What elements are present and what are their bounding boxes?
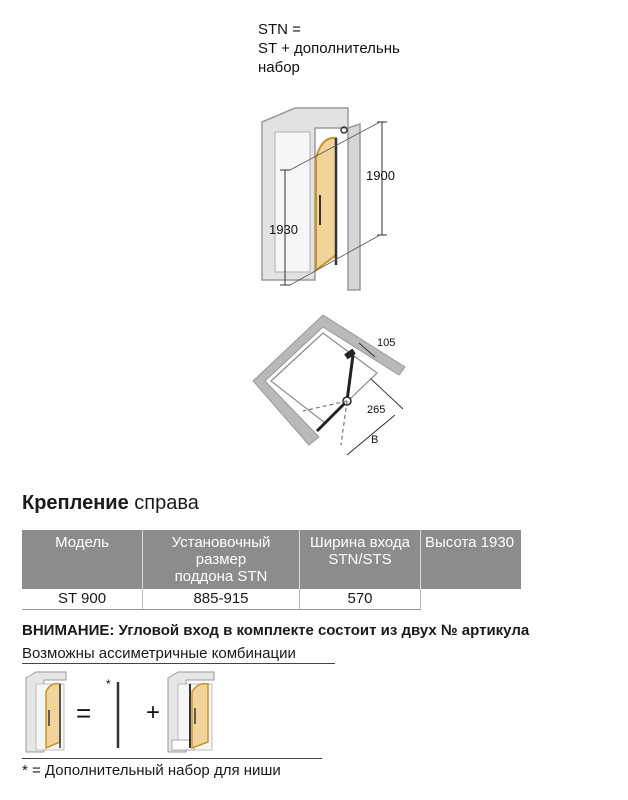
combo-plus: + [146,699,161,726]
spec-table [22,530,521,610]
caption-line-2: ST + дополнительнь [258,40,400,57]
combo-equals: = [76,698,92,728]
dimension-b-label: B [371,434,379,446]
niche-inner [275,132,310,272]
cell-entry-width: 570 [300,589,421,610]
header-height: Высота 1930 [421,530,522,589]
table-row [22,589,521,610]
header-tray-size: Установочный размер поддона STN [143,530,300,589]
niche-side-wall [348,124,360,290]
dimension-1930-label: 1930 [269,222,298,237]
warning-text: ВНИМАНИЕ: Угловой вход в комплекте состоит из двух № артикула [22,622,530,639]
header-entry-width: Ширина входа STN/STS [300,530,421,589]
cell-tray-size: 885-915 [143,589,300,610]
caption-line-1: STN = [258,21,301,38]
combo-star: * [106,677,111,691]
footnote-divider [22,758,322,759]
dimension-105-label: 105 [377,337,396,349]
shower-door-perspective-diagram [240,100,420,300]
cell-model: ST 900 [22,589,143,610]
combination-diagram [22,668,232,756]
dimension-1900-label: 1900 [366,168,395,183]
header-model: Модель [22,530,143,589]
dimension-265-label: 265 [367,404,386,416]
shower-plan-diagram [245,315,415,465]
table-header-row [22,530,521,589]
cell-height [421,589,522,610]
combinations-note: Возможны ассиметричные комбинации [22,645,296,662]
diagram-caption [258,20,400,77]
caption-line-3: набор [258,59,300,76]
section-title-bold: Крепление [22,492,129,514]
section-title [22,492,199,515]
combo-door-1 [46,684,60,748]
section-title-normal: справа [128,492,199,514]
combinations-underline [22,663,335,664]
footnote-text: * = Дополнительный набор для ниши [22,762,281,779]
